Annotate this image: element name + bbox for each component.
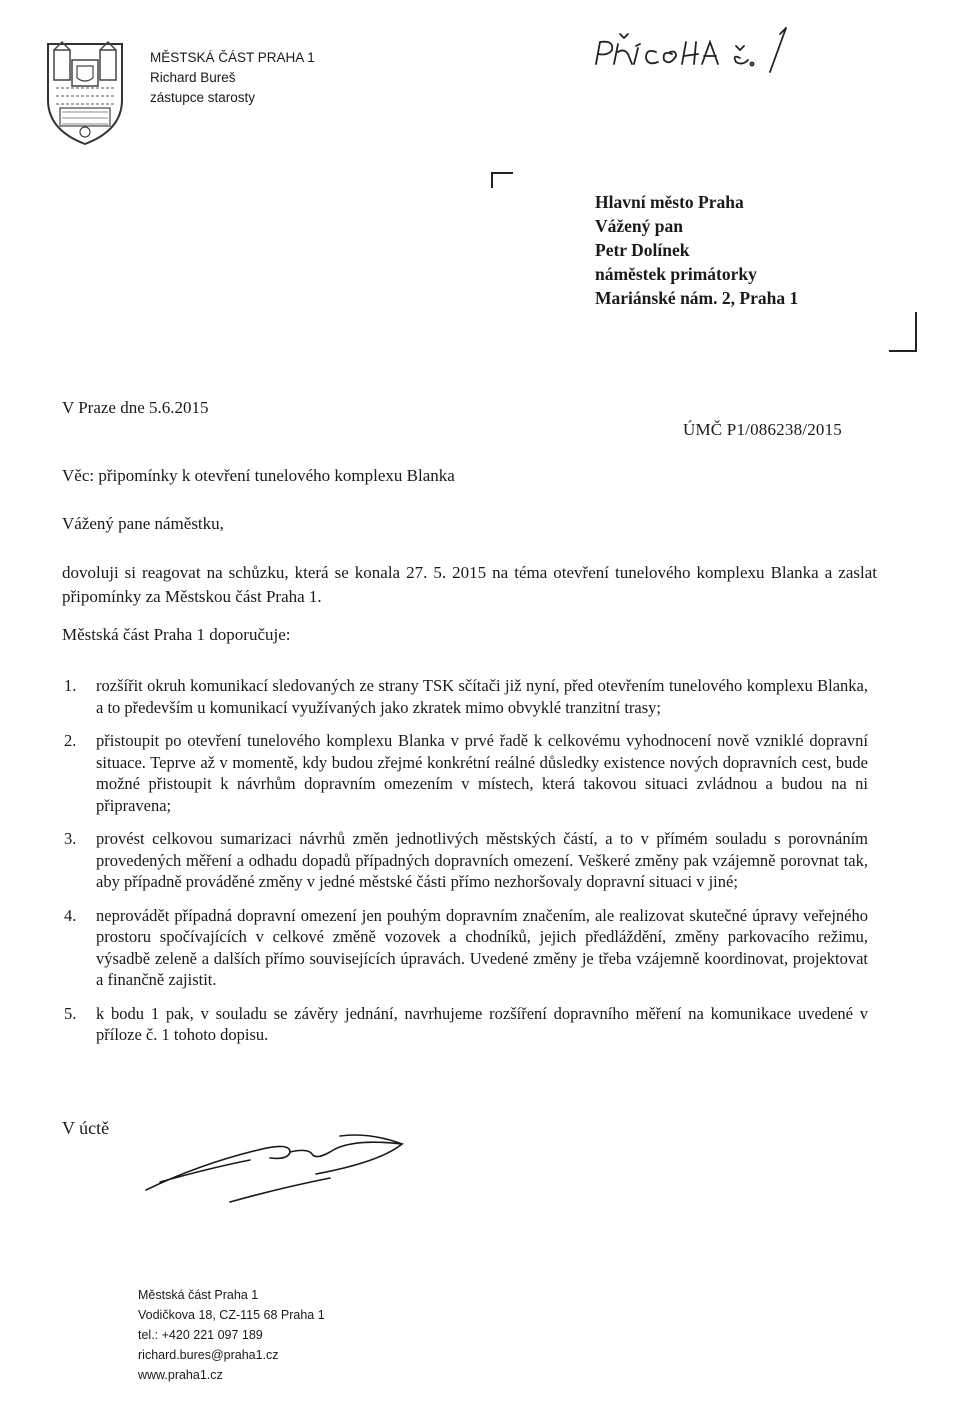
- recipient-line: náměstek primátorky: [595, 264, 757, 284]
- recommendations-list: [62, 675, 868, 1058]
- sender-office: MĚSTSKÁ ČÁST PRAHA 1: [150, 50, 315, 65]
- footer-phone: tel.: +420 221 097 189: [138, 1328, 263, 1342]
- recipient-line: Petr Dolínek: [595, 240, 690, 260]
- recipient-address: [595, 190, 798, 310]
- handwritten-attachment-note: [590, 20, 810, 80]
- reference-number: ÚMČ P1/086238/2015: [683, 420, 842, 439]
- signature: [140, 1108, 410, 1208]
- item-number: 2.: [64, 731, 77, 750]
- address-window-corner-bottom-right: [889, 312, 917, 352]
- list-item: [62, 730, 868, 816]
- footer-address: Vodičkova 18, CZ-115 68 Praha 1: [138, 1308, 325, 1322]
- salutation: Vážený pane náměstku,: [62, 514, 224, 533]
- coat-of-arms-logo: [42, 38, 128, 148]
- item-text: rozšířit okruh komunikací sledovaných ze strany TSK sčítači již nyní, před otevřením tunelového komplexu Blanka, a to především u komunikací využívaných jako zkratek mimo obvyklé tranzitní trasy;: [96, 676, 868, 717]
- address-window-corner-top-left: [491, 172, 513, 188]
- list-item: [62, 828, 868, 893]
- list-item: [62, 675, 868, 718]
- letter-date: V Praze dne 5.6.2015: [62, 398, 209, 417]
- footer-contact: [138, 1285, 325, 1385]
- item-text: přistoupit po otevření tunelového komplexu Blanka v prvé řadě k celkovému vyhodnocení nově vzniklé dopravní situace. Teprve až v momentě, kdy budou zřejmé konkrétní reálné důsledky existence nových dopravních cest, bude možné přistoupit k návrhům dopravním omezením v místech, která takovou situaci zvládnou a budou na ni připravena;: [96, 731, 868, 815]
- recipient-line: Vážený pan: [595, 216, 683, 236]
- list-item: [62, 905, 868, 991]
- recipient-line: Hlavní město Praha: [595, 192, 744, 212]
- letter-subject: Věc: připomínky k otevření tunelového komplexu Blanka: [62, 466, 455, 485]
- footer-email: richard.bures@praha1.cz: [138, 1348, 279, 1362]
- item-text: neprovádět případná dopravní omezení jen pouhým dopravním značením, ale realizovat skutečné úpravy veřejného prostoru spočívajících v celkové změně vozovek a chodníků, jejich předláždění, změny parkovacího režimu, výsadbě zeleně a dalších přímo souvisejících úpravách. Uvedené změny je třeba vzájemně koordinovat, projektovat a finančně zajistit.: [96, 905, 868, 989]
- item-text: provést celkovou sumarizaci návrhů změn jednotlivých městských částí, a to v přímém souladu s porovnáním provedených měření a odhadu dopadů případných dopravních omezení. Veškeré změny pak vzájemně porovnat tak, aby případně prováděné změny v jedné městské části přímo nezhoršovaly dopravní situaci v jiné;: [96, 829, 868, 891]
- list-item: [62, 1003, 868, 1046]
- closing: V úctě: [62, 1118, 110, 1138]
- sender-name: Richard Bureš: [150, 70, 236, 85]
- recipient-line: Mariánské nám. 2, Praha 1: [595, 288, 799, 308]
- intro-paragraph: dovoluji si reagovat na schůzku, která se konala 27. 5. 2015 na téma otevření tunelového komplexu Blanka a zaslat připomínky za Městskou část Praha 1.: [62, 563, 877, 606]
- item-number: 3.: [64, 829, 77, 848]
- sender-role: zástupce starosty: [150, 90, 256, 105]
- footer-line: Městská část Praha 1: [138, 1288, 259, 1302]
- item-number: 5.: [64, 1003, 77, 1023]
- footer-website: www.praha1.cz: [138, 1368, 223, 1382]
- item-text: k bodu 1 pak, v souladu se závěry jednání, navrhujeme rozšíření dopravního měření na komunikace uvedené v příloze č. 1 tohoto dopisu.: [96, 1003, 868, 1044]
- item-number: 4.: [64, 905, 77, 925]
- recommendations-heading: Městská část Praha 1 doporučuje:: [62, 625, 291, 644]
- item-number: 1.: [64, 676, 77, 695]
- sender-block: [150, 48, 315, 108]
